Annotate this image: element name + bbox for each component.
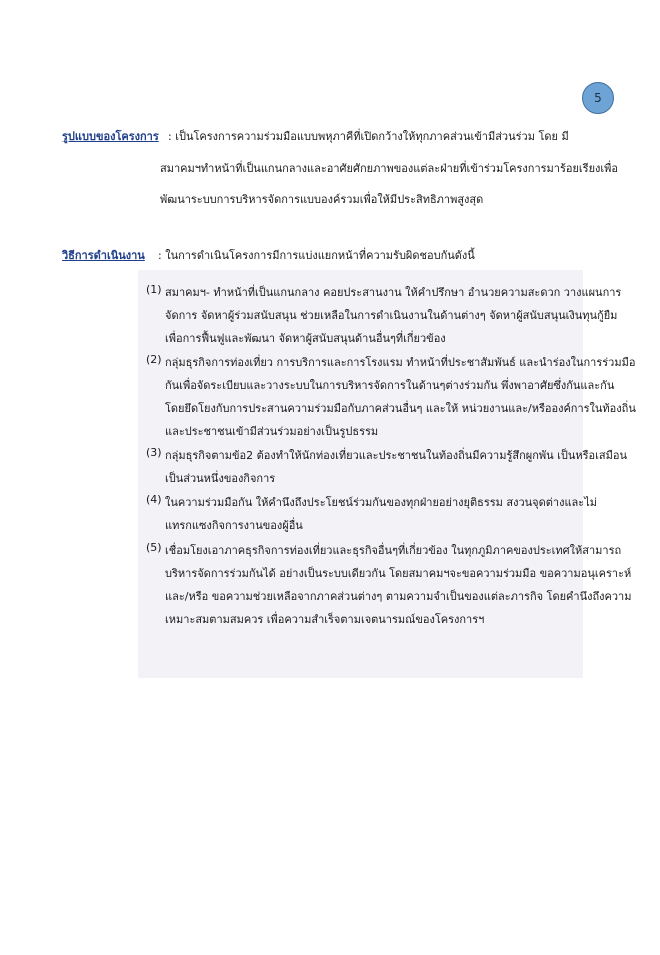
procedure-item-1-number: (1)	[146, 283, 162, 296]
procedure-item-5-number: (5)	[146, 541, 162, 554]
procedure-item-2-line-4: และประชาชนเข้ามีส่วนร่วมอย่างเป็นรูปธรรม	[165, 425, 379, 438]
procedure-item-5-line-2: บริหารจัดการร่วมกันได้ อย่างเป็นระบบเดียวกัน โดยสมาคมฯจะขอความร่วมมือ ขอความอนุเคราะห์	[165, 567, 632, 580]
procedure-heading: วิธีการดำเนินงาน	[62, 249, 145, 262]
procedure-item-5-line-1: เชื่อมโยงเอาภาคธุรกิจการท่องเที่ยวและธุรกิจอื่นๆที่เกี่ยวข้อง ในทุกภูมิภาคของประเทศให้สามารถ	[165, 544, 622, 557]
project-format-line-1: : เป็นโครงการความร่วมมือแบบพหุภาคีที่เปิดกว้างให้ทุกภาคส่วนเข้ามีส่วนร่วม โดย มี	[168, 130, 569, 143]
procedure-item-5-line-3: และ/หรือ ขอความช่วยเหลือจากภาคส่วนต่างๆ ตามความจำเป็นของแต่ละภารกิจ โดยคำนึงถึงความ	[165, 590, 632, 603]
procedure-item-1-line-2: จัดการ จัดหาผู้ร่วมสนับสนุน ช่วยเหลือในการดำเนินงานในด้านต่างๆ จัดหาผู้สนับสนุนเงินทุนกู้ยืม	[165, 309, 618, 322]
procedure-intro: : ในการดำเนินโครงการมีการแบ่งแยกหน้าที่ความรับผิดชอบกันดังนี้	[158, 249, 475, 262]
procedure-item-4-number: (4)	[146, 493, 162, 506]
project-format-line-2: สมาคมฯทำหน้าที่เป็นแกนกลางและอาศัยศักยภาพของแต่ละฝ่ายที่เข้าร่วมโครงการมาร้อยเรียงเพื่อ	[160, 162, 619, 175]
procedure-item-2-line-2: กันเพื่อจัดระเบียบและวางระบบในการบริหารจัดการในด้านๆต่างร่วมกัน พึ่งพาอาศัยซึ่งกันและกัน	[165, 379, 615, 392]
procedure-item-2-number: (2)	[146, 353, 162, 366]
procedure-item-4-line-2: แทรกแซงกิจการงานของผู้อื่น	[165, 519, 303, 532]
project-format-heading: รูปแบบของโครงการ	[62, 130, 159, 143]
procedure-item-2-line-1: กลุ่มธุรกิจการท่องเที่ยว การบริการและการโรงแรม ทำหน้าที่ประชาสัมพันธ์ และนำร่องในการร่วมมือ	[165, 356, 636, 369]
procedure-item-3-line-2: เป็นส่วนหนึ่งของกิจการ	[165, 472, 276, 485]
procedure-item-1-line-1: สมาคมฯ- ทำหน้าที่เป็นแกนกลาง คอยประสานงาน ให้คำปรึกษา อำนวยความสะดวก วางแผนการ	[165, 286, 622, 299]
procedure-item-4-line-1: ในความร่วมมือกัน ให้คำนึงถึงประโยชน์ร่วมกันของทุกฝ่ายอย่างยุติธรรม สงวนจุดต่างและไม่	[165, 496, 597, 509]
procedure-item-5-line-4: เหมาะสมตามสมควร เพื่อความสำเร็จตามเจตนารมณ์ของโครงการฯ	[165, 613, 485, 626]
procedure-item-3-line-1: กลุ่มธุรกิจตามข้อ2 ต้องทำให้นักท่องเที่ยวและประชาชนในท้องถิ่นมีความรู้สึกผูกพัน เป็นหรือเสมือน	[165, 449, 627, 462]
procedure-item-3-number: (3)	[146, 446, 162, 459]
page-number-badge: 5	[582, 82, 614, 114]
procedure-item-2-line-3: โดยยึดโยงกับการประสานความร่วมมือกับภาคส่วนอื่นๆ และให้ หน่วยงานและ/หรือองค์การในท้องถิ่น	[165, 402, 636, 415]
procedure-item-1-line-3: เพื่อการฟื้นฟูและพัฒนา จัดหาผู้สนับสนุนด้านอื่นๆที่เกี่ยวข้อง	[165, 332, 446, 345]
project-format-line-3: พัฒนาระบบการบริหารจัดการแบบองค์รวมเพื่อให้มีประสิทธิภาพสูงสุด	[160, 193, 484, 206]
